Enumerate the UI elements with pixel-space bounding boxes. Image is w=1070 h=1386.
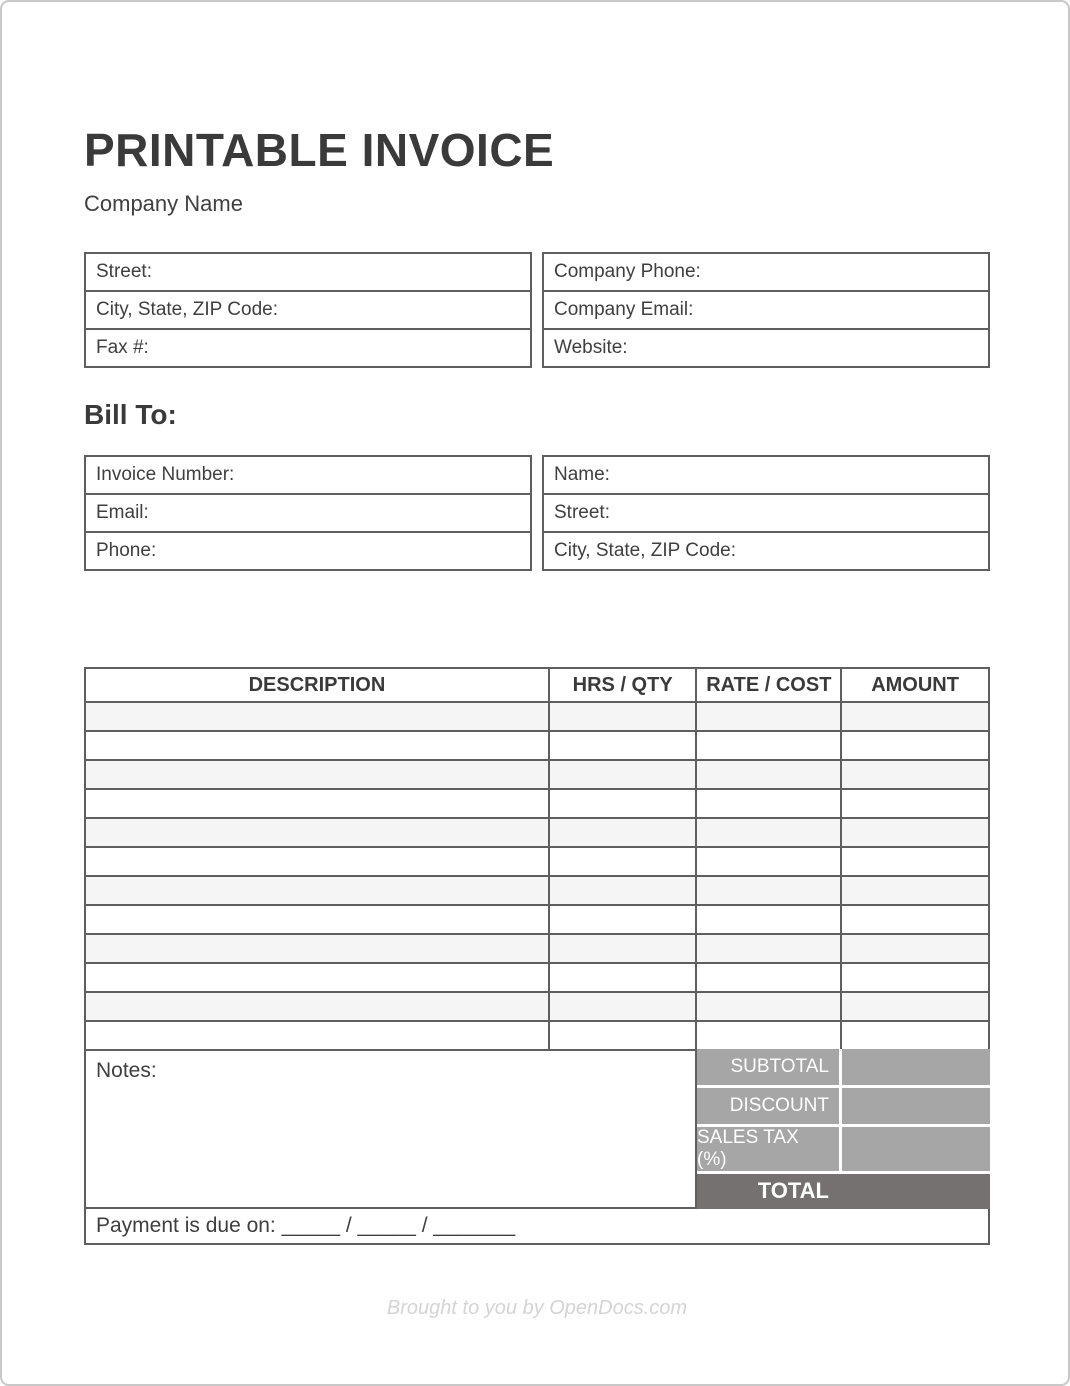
table-row (543, 291, 989, 329)
invoice-number-field[interactable] (85, 456, 531, 494)
item-cell[interactable] (696, 818, 841, 847)
item-cell[interactable] (841, 876, 989, 905)
table-row (85, 494, 531, 532)
item-cell[interactable] (85, 702, 549, 731)
item-row (85, 1021, 989, 1050)
total-label: TOTAL (757, 1178, 829, 1204)
item-row (85, 992, 989, 1021)
item-row (85, 818, 989, 847)
discount-label: DISCOUNT (697, 1088, 839, 1124)
item-cell[interactable] (841, 847, 989, 876)
bill-to-left-table (84, 455, 532, 571)
item-cell[interactable] (549, 760, 697, 789)
notes-and-summary (84, 1049, 990, 1209)
item-cell[interactable] (696, 1021, 841, 1050)
item-cell[interactable] (549, 905, 697, 934)
bill-email-label: Email: (96, 502, 149, 524)
item-row (85, 876, 989, 905)
item-cell[interactable] (696, 992, 841, 1021)
item-cell[interactable] (841, 905, 989, 934)
items-header-row (85, 668, 989, 702)
bill-to-heading: Bill To: (84, 399, 177, 431)
item-row (85, 934, 989, 963)
website-label: Website: (554, 337, 628, 359)
item-cell[interactable] (85, 731, 549, 760)
item-cell[interactable] (841, 818, 989, 847)
bill-name-field[interactable] (543, 456, 989, 494)
table-row (543, 329, 989, 367)
fax-label: Fax #: (96, 337, 149, 359)
summary-block (697, 1049, 990, 1209)
subtotal-value[interactable] (842, 1049, 990, 1085)
col-header-rate-cost: RATE / COST (696, 668, 841, 702)
company-info-tables (84, 252, 990, 368)
table-row (543, 456, 989, 494)
item-cell[interactable] (85, 760, 549, 789)
sales-tax-value[interactable] (842, 1127, 990, 1171)
item-cell[interactable] (549, 731, 697, 760)
total-row[interactable] (697, 1174, 990, 1210)
bill-name-label: Name: (554, 464, 610, 486)
item-cell[interactable] (696, 905, 841, 934)
bill-phone-label: Phone: (96, 540, 157, 562)
bill-email-field[interactable] (85, 494, 531, 532)
notes-area[interactable] (84, 1049, 697, 1209)
item-row (85, 760, 989, 789)
city-state-zip-field[interactable] (85, 291, 531, 329)
item-cell[interactable] (841, 760, 989, 789)
item-cell[interactable] (696, 847, 841, 876)
item-cell[interactable] (841, 789, 989, 818)
table-row (543, 532, 989, 570)
fax-field[interactable] (85, 329, 531, 367)
item-cell[interactable] (841, 731, 989, 760)
item-cell[interactable] (696, 731, 841, 760)
item-cell[interactable] (85, 934, 549, 963)
item-cell[interactable] (85, 789, 549, 818)
bill-street-label: Street: (554, 502, 610, 524)
item-row (85, 847, 989, 876)
item-row (85, 731, 989, 760)
company-email-field[interactable] (543, 291, 989, 329)
table-row (85, 532, 531, 570)
item-cell[interactable] (696, 760, 841, 789)
company-info-right-table (542, 252, 990, 368)
city-state-zip-label: City, State, ZIP Code: (96, 299, 278, 321)
table-row (543, 253, 989, 291)
table-row (85, 456, 531, 494)
item-cell[interactable] (549, 1021, 697, 1050)
item-row (85, 789, 989, 818)
item-row (85, 702, 989, 731)
item-cell[interactable] (85, 876, 549, 905)
bill-to-right-table (542, 455, 990, 571)
item-cell[interactable] (549, 847, 697, 876)
notes-label: Notes: (96, 1059, 157, 1083)
item-cell[interactable] (696, 702, 841, 731)
item-row (85, 963, 989, 992)
item-cell[interactable] (85, 963, 549, 992)
page-title: PRINTABLE INVOICE (84, 124, 555, 176)
bill-to-tables (84, 455, 990, 571)
item-cell[interactable] (841, 992, 989, 1021)
bill-street-field[interactable] (543, 494, 989, 532)
discount-value[interactable] (842, 1088, 990, 1124)
table-row (85, 253, 531, 291)
item-cell[interactable] (696, 934, 841, 963)
subtotal-label: SUBTOTAL (697, 1049, 839, 1085)
item-cell[interactable] (549, 963, 697, 992)
item-cell[interactable] (549, 876, 697, 905)
footer-credit: Brought to you by OpenDocs.com (386, 1297, 688, 1320)
item-cell[interactable] (549, 789, 697, 818)
website-field[interactable] (543, 329, 989, 367)
item-cell[interactable] (85, 905, 549, 934)
street-label: Street: (96, 261, 152, 283)
invoice-document (84, 126, 990, 1320)
bill-city-state-zip-field[interactable] (543, 532, 989, 570)
bill-phone-field[interactable] (85, 532, 531, 570)
item-cell[interactable] (696, 789, 841, 818)
table-row (85, 329, 531, 367)
item-cell[interactable] (841, 934, 989, 963)
item-cell[interactable] (549, 992, 697, 1021)
bill-city-state-zip-label: City, State, ZIP Code: (554, 540, 736, 562)
company-phone-field[interactable] (543, 253, 989, 291)
item-cell[interactable] (85, 847, 549, 876)
item-row (85, 905, 989, 934)
company-email-label: Company Email: (554, 299, 694, 321)
line-items-table (84, 667, 990, 1051)
item-cell[interactable] (549, 934, 697, 963)
col-header-amount: AMOUNT (841, 668, 989, 702)
col-header-hrs-qty: HRS / QTY (549, 668, 697, 702)
item-cell[interactable] (85, 992, 549, 1021)
company-name[interactable]: Company Name (84, 191, 243, 217)
invoice-number-label: Invoice Number: (96, 464, 235, 486)
item-cell[interactable] (696, 963, 841, 992)
sales-tax-label: SALES TAX (%) (697, 1127, 839, 1171)
item-cell[interactable] (549, 702, 697, 731)
payment-due-text: Payment is due on: _____ / _____ / _______ (96, 1214, 516, 1238)
company-phone-label: Company Phone: (554, 261, 701, 283)
item-cell[interactable] (85, 1021, 549, 1050)
item-cell[interactable] (696, 876, 841, 905)
item-cell[interactable] (841, 963, 989, 992)
street-field[interactable] (85, 253, 531, 291)
company-info-left-table (84, 252, 532, 368)
item-cell[interactable] (549, 818, 697, 847)
table-row (543, 494, 989, 532)
item-cell[interactable] (85, 818, 549, 847)
payment-due-row[interactable] (84, 1207, 990, 1245)
table-row (85, 291, 531, 329)
col-header-description: DESCRIPTION (85, 668, 549, 702)
items-tbody (85, 702, 989, 1050)
item-cell[interactable] (841, 702, 989, 731)
item-cell[interactable] (841, 1021, 989, 1050)
